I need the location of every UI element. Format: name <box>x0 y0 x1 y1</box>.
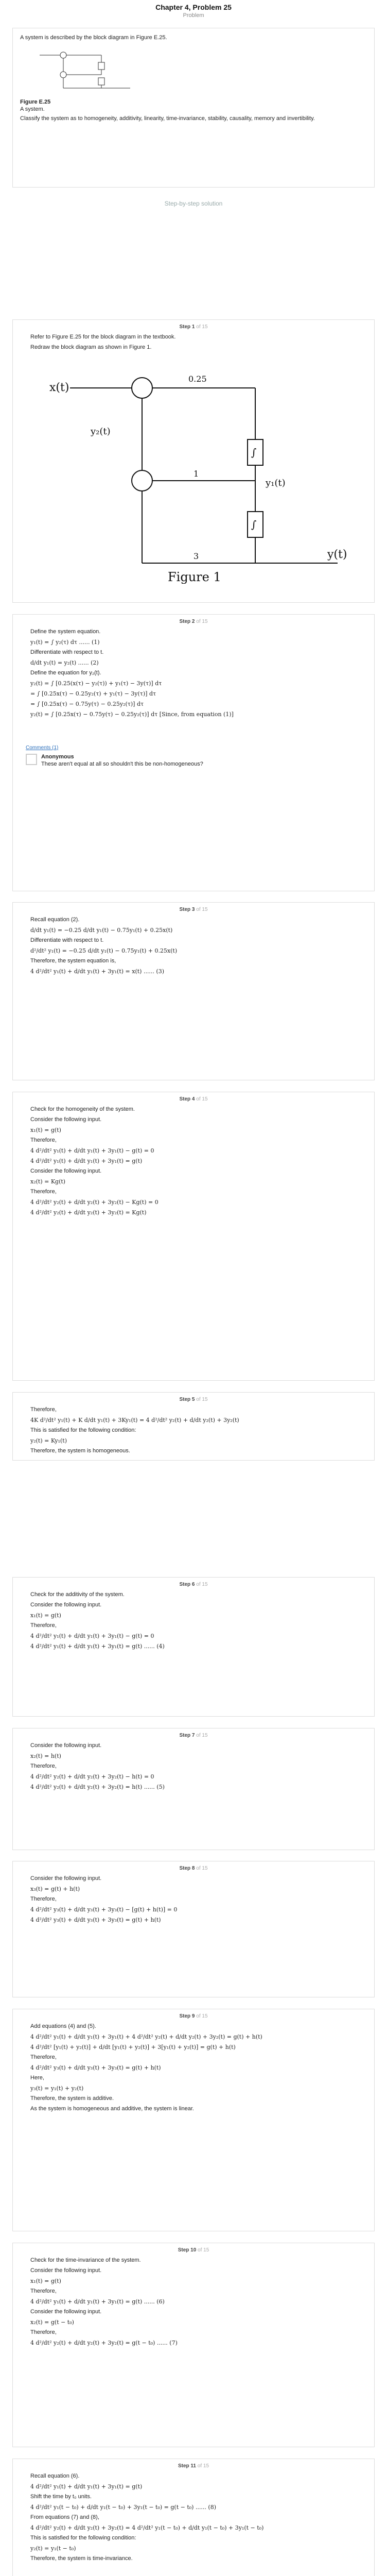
integral-symbol: ∫ <box>251 446 257 459</box>
text-line: Consider the following input. <box>30 1602 102 1608</box>
step-of: of 15 <box>196 907 208 912</box>
figure1-block-diagram <box>39 357 348 584</box>
text-line: This is satisfied for the following condition: <box>30 2535 136 2541</box>
problem-question: Classify the system as to homogeneity, additivity, linearity, time-invariance, stability, causality, memory and invertibility. <box>20 115 315 122</box>
text-line: Consider the following input. <box>30 2267 102 2274</box>
text-line: Therefore, <box>30 2054 57 2061</box>
text-line: Recall equation (6). <box>30 2473 80 2479</box>
step-number: Step 11 <box>178 2463 196 2469</box>
step-body <box>13 2256 374 2353</box>
y-label: y(t) <box>327 548 347 562</box>
text-line: Consider the following input. <box>30 1168 102 1175</box>
equation-line: x₁(t) = g(t) <box>30 1127 61 1134</box>
step-title <box>13 907 374 912</box>
equation-line: y₂(t) = y₁(t − t₀) <box>30 2545 76 2552</box>
step-of: of 15 <box>196 2013 208 2019</box>
step-box <box>12 1092 375 1381</box>
y2-label: y₂(t) <box>91 426 111 437</box>
problem-figure-caption: A system. <box>20 106 45 112</box>
equation-line: 4 d²/dt² y₃(t) + d/dt y₃(t) + 3y₃(t) = g(t) + h(t) <box>30 1917 161 1924</box>
step-body <box>13 1874 374 1930</box>
equation-line: 4 d²/dt² y₁(t) + d/dt y₁(t) + 3y₁(t) = g(t) <box>30 2483 143 2490</box>
step-box <box>12 902 375 1080</box>
text-line: Consider the following input. <box>30 1742 102 1749</box>
text-line: Add equations (4) and (5). <box>30 2023 96 2029</box>
equation-line: 4 d²/dt² y₃(t) + d/dt y₃(t) + 3y₃(t) = g(t) + h(t) <box>30 2064 161 2072</box>
equation-line: 4 d²/dt² [y₁(t) + y₂(t)] + d/dt [y₁(t) + y₂(t)] + 3[y₁(t) + y₂(t)] = g(t) + h(t) <box>30 2044 236 2051</box>
equation-line: 4 d²/dt² y₁(t − t₀) + d/dt y₁(t − t₀) + 3y₁(t − t₀) = g(t − t₀) ...... (8) <box>30 2504 216 2511</box>
text-line: Therefore, <box>30 1763 57 1770</box>
text-line: Therefore, <box>30 1189 57 1195</box>
text-line: Therefore, <box>30 1137 57 1144</box>
equation-line: 4 d²/dt² y₁(t) + d/dt y₁(t) + 3y₁(t) − g(t) = 0 <box>30 1633 154 1640</box>
step-of: of 15 <box>196 1096 208 1102</box>
step-of: of 15 <box>198 2247 209 2253</box>
step-title <box>13 324 374 330</box>
equation-line: 4 d²/dt² y₁(t) + d/dt y₁(t) + 3y₁(t) + 4 d²/dt² y₂(t) + d/dt y₂(t) + 3y₂(t) = g(t) + h(t) <box>30 2033 262 2041</box>
page-subtitle: Problem <box>183 12 204 19</box>
page-header <box>0 0 387 19</box>
step-number: Step 5 <box>179 1397 195 1402</box>
step-of: of 15 <box>196 1397 208 1402</box>
step-title <box>13 2247 374 2253</box>
step-of: of 15 <box>197 2463 209 2469</box>
step-number: Step 3 <box>179 907 195 912</box>
step-body <box>13 2022 374 2119</box>
step-of: of 15 <box>196 1582 208 1587</box>
equation-line: 4 d²/dt² y₂(t) + d/dt y₂(t) + 3y₂(t) = h(t) ...... (5) <box>30 1784 165 1791</box>
avatar <box>26 754 37 765</box>
step-box <box>12 2009 375 2231</box>
equation-line: y₂(t) = ∫ [0.25(x(τ) − y₂(τ)) + y₁(τ) − 3y(τ)] dτ <box>30 680 162 687</box>
text-line: Therefore, <box>30 1406 57 1413</box>
equation-line: y₁(t) = ∫ y₂(τ) dτ ...... (1) <box>30 639 100 646</box>
step-title <box>13 1866 374 1871</box>
step-number: Step 2 <box>179 619 195 624</box>
step-title <box>13 1096 374 1102</box>
text-line: Differentiate with respect to t. <box>30 937 104 944</box>
problem-figure-label: Figure E.25 <box>20 99 51 105</box>
text-line: Consider the following input. <box>30 1875 102 1882</box>
text-line: Check for the homogeneity of the system. <box>30 1106 135 1112</box>
equation-line: 4 d²/dt² y₂(t) + d/dt y₂(t) + 3y₂(t) − h(t) = 0 <box>30 1773 154 1781</box>
figure1-caption: Figure 1 <box>168 570 221 584</box>
equation-line: x₂(t) = Kg(t) <box>30 1178 66 1185</box>
step-box <box>12 319 375 603</box>
text-line: Recall equation (2). <box>30 917 80 923</box>
equation-line: = ∫ [0.25x(τ) − 0.75y(τ) − 0.25y₂(τ)] dτ <box>30 701 144 708</box>
step-number: Step 1 <box>179 324 195 330</box>
equation-line: 4 d²/dt² y₁(t) + d/dt y₁(t) + 3y₁(t) = g(t) ...... (4) <box>30 1643 165 1650</box>
step-body <box>13 333 374 593</box>
text-line: Therefore, <box>30 2329 57 2336</box>
text-line: Check for the time-invariance of the system. <box>30 2257 141 2263</box>
gain-3: 3 <box>194 551 199 562</box>
step-of: of 15 <box>196 619 208 624</box>
text-line: Shift the time by t₀ units. <box>30 2494 92 2500</box>
step-title <box>13 1582 374 1587</box>
step-title <box>13 2463 374 2469</box>
text-line: Refer to Figure E.25 for the block diagram in the textbook. <box>30 334 176 340</box>
equation-line: d²/dt² y₁(t) = −0.25 d/dt y₁(t) − 0.75y₁(t) + 0.25x(t) <box>30 947 178 955</box>
step-title <box>13 2013 374 2019</box>
text-line: Therefore, <box>30 1896 57 1903</box>
step-body <box>13 916 374 981</box>
step-body <box>13 1590 374 1656</box>
equation-line: y₃(t) = y₁(t) + y₂(t) <box>30 2085 84 2092</box>
equation-line: d/dt y₁(t) = y₂(t) ...... (2) <box>30 659 99 667</box>
step-box <box>12 2243 375 2447</box>
text-line: Consider the following input. <box>30 2309 102 2315</box>
equation-line: 4 d²/dt² y₂(t) + d/dt y₂(t) + 3y₂(t) − Kg(t) = 0 <box>30 1199 159 1206</box>
step-box <box>12 1861 375 1997</box>
text-line: Therefore, the system equation is, <box>30 958 116 964</box>
equation-line: y₂(t) = ∫ [0.25x(τ) − 0.75y(τ) − 0.25y₂(τ)] dτ [Since, from equation (1)] <box>30 711 234 718</box>
comment-text: These aren't equal at all so shouldn't this be non-homogeneous? <box>41 761 203 767</box>
step-box <box>12 1728 375 1850</box>
equation-line: x₁(t) = g(t) <box>30 1612 61 1619</box>
text-line: Therefore, the system is time-invariance. <box>30 2555 133 2562</box>
equation-line: x₂(t) = g(t − t₀) <box>30 2319 74 2326</box>
equation-line: 4K d²/dt² y₁(t) + K d/dt y₁(t) + 3Ky₁(t) = 4 d²/dt² y₂(t) + d/dt y₂(t) + 3y₂(t) <box>30 1417 239 1424</box>
text-line: Differentiate with respect to t. <box>30 649 104 656</box>
equation-line: = ∫ [0.25x(τ) − 0.25y₂(τ) + y₁(τ) − 3y(τ)] dτ <box>30 690 156 698</box>
text-line: Define the system equation. <box>30 629 101 635</box>
equation-line: d/dt y₁(t) = −0.25 d/dt y₁(t) − 0.75y₁(t) + 0.25x(t) <box>30 927 173 934</box>
step-of: of 15 <box>196 1866 208 1871</box>
y1-label: y₁(t) <box>266 478 286 489</box>
integral-symbol: ∫ <box>251 518 257 531</box>
step-number: Step 4 <box>179 1096 195 1102</box>
equation-line: x₁(t) = g(t) <box>30 2278 61 2285</box>
step-box <box>12 2459 375 2576</box>
summing-junction <box>132 470 152 491</box>
text-line: From equations (7) and (8), <box>30 2514 99 2521</box>
gain-1: 1 <box>194 469 199 479</box>
text-line: Define the equation for y₂(t). <box>30 670 101 676</box>
solution-heading: Step-by-step solution <box>164 200 223 207</box>
step-title <box>13 619 374 624</box>
problem-box <box>12 28 375 188</box>
equation-line: 4 d²/dt² y₁(t) + d/dt y₁(t) + 3y₁(t) = g(t) ...... (6) <box>30 2298 165 2306</box>
equation-line: x₂(t) = h(t) <box>30 1753 61 1760</box>
step-body <box>13 1105 374 1223</box>
gain-025: 0.25 <box>188 374 207 384</box>
equation-line: x₃(t) = g(t) + h(t) <box>30 1886 80 1893</box>
step-box <box>12 1392 375 1461</box>
summing-junction <box>132 378 152 398</box>
step-body <box>13 628 374 724</box>
step-number: Step 8 <box>179 1866 195 1871</box>
text-line: This is satisfied for the following condition: <box>30 1427 136 1434</box>
text-line: Therefore, <box>30 1622 57 1629</box>
text-line: Check for the additivity of the system. <box>30 1591 125 1598</box>
equation-line: 4 d²/dt² y₃(t) + d/dt y₃(t) + 3y₃(t) − [g(t) + h(t)] = 0 <box>30 1906 178 1913</box>
step-of: of 15 <box>196 324 208 330</box>
step-of: of 15 <box>196 1733 208 1738</box>
step-body <box>13 1405 374 1461</box>
small-block-diagram <box>32 47 135 94</box>
equation-line: 4 d²/dt² y₁(t) + d/dt y₁(t) + 3y₁(t) − g(t) = 0 <box>30 1147 154 1155</box>
step-number: Step 10 <box>178 2247 197 2253</box>
text-line: Therefore, the system is additive. <box>30 2095 114 2102</box>
equation-line: 4 d²/dt² y₁(t) + d/dt y₁(t) + 3y₁(t) = x(t) ...... (3) <box>30 968 164 975</box>
step-body <box>13 1741 374 1797</box>
comments-section <box>26 745 371 767</box>
text-line: Redraw the block diagram as shown in Figure 1. <box>30 344 152 351</box>
comment-author: Anonymous <box>41 754 74 760</box>
step-number: Step 9 <box>179 2013 195 2019</box>
equation-line: y₂(t) = Ky₁(t) <box>30 1437 67 1445</box>
equation-line: 4 d²/dt² y₂(t) + d/dt y₂(t) + 3y₂(t) = Kg(t) <box>30 1209 147 1216</box>
step-number: Step 6 <box>179 1582 195 1587</box>
equation-line: 4 d²/dt² y₂(t) + d/dt y₂(t) + 3y₂(t) = g(t − t₀) ...... (7) <box>30 2340 178 2347</box>
text-line: Therefore, <box>30 2288 57 2295</box>
equation-line: 4 d²/dt² y₁(t) + d/dt y₁(t) + 3y₁(t) = g(t) <box>30 1158 143 1165</box>
text-line: Here, <box>30 2075 44 2081</box>
x-label: x(t) <box>49 381 69 395</box>
step-box <box>12 1577 375 1717</box>
problem-intro: A system is described by the block diagram in Figure E.25. <box>20 35 167 41</box>
step-title <box>13 1397 374 1402</box>
comment <box>26 754 371 767</box>
text-line: Therefore, the system is homogeneous. <box>30 1448 130 1454</box>
comments-link[interactable]: Comments (1) <box>26 745 59 751</box>
step-title <box>13 1733 374 1738</box>
step-number: Step 7 <box>179 1733 195 1738</box>
equation-line: 4 d²/dt² y₂(t) + d/dt y₂(t) + 3y₂(t) = 4 d²/dt² y₁(t − t₀) + d/dt y₁(t − t₀) + 3y₁(t − t₀) <box>30 2524 264 2532</box>
page-title: Chapter 4, Problem 25 <box>155 3 232 11</box>
text-line: As the system is homogeneous and additive, the system is linear. <box>30 2106 194 2112</box>
step-body <box>13 2472 374 2569</box>
text-line: Consider the following input. <box>30 1116 102 1123</box>
